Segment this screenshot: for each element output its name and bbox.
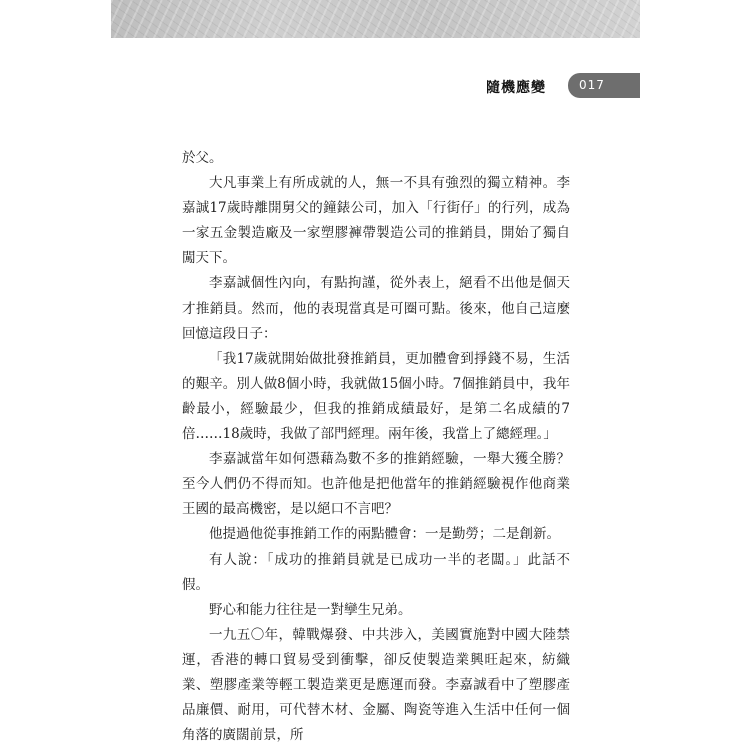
header-texture-band bbox=[111, 0, 640, 38]
paragraph: 一九五〇年，韓戰爆發、中共涉入，美國實施對中國大陸禁運，香港的轉口貿易受到衝擊，卻反使製造業興旺起來，紡織業、塑膠產業等輕工製造業更是應運而發。李嘉誠看中了塑膠產品廉價、耐用，可代替木材、金屬、陶瓷等進入生活中任何一個角落的廣闊前景，所 bbox=[182, 626, 570, 744]
body-text bbox=[182, 146, 570, 748]
page-number: 017 bbox=[579, 78, 605, 92]
page-number-tab bbox=[568, 73, 640, 98]
paragraph: 他提過他從事推銷工作的兩點體會：一是勤勞；二是創新。 bbox=[209, 526, 560, 543]
chapter-title: 隨機應變 bbox=[486, 80, 546, 96]
paragraph: 李嘉誠個性內向，有點拘謹，從外表上，絕看不出他是個天才推銷員。然而，他的表現當真是可圈可點。後來，他自己這麼回憶這段日子： bbox=[182, 275, 570, 342]
paragraph-continuation: 於父。 bbox=[182, 150, 223, 166]
paragraph: 野心和能力往往是一對孿生兄弟。 bbox=[209, 601, 412, 618]
book-page bbox=[111, 0, 640, 750]
paragraph: 大凡事業上有所成就的人，無一不具有強烈的獨立精神。李嘉誠17歲時離開舅父的鐘錶公司，加入「行街仔」的行列，成為一家五金製造廠及一家塑膠褲帶製造公司的推銷員，開始了獨自闖天下。 bbox=[182, 175, 570, 267]
paragraph: 李嘉誠當年如何憑藉為數不多的推銷經驗，一舉大獲全勝？至今人們仍不得而知。也許他是把他當年的推銷經驗視作他商業王國的最高機密，是以絕口不言吧？ bbox=[182, 451, 570, 518]
paragraph: 有人說：「成功的推銷員就是已成功一半的老闆。」此話不假。 bbox=[182, 551, 570, 593]
quote-paragraph: 「我17歲就開始做批發推銷員，更加體會到掙錢不易，生活的艱辛。別人做8個小時，我就做15個小時。7個推銷員中，我年齡最小，經驗最少，但我的推銷成績最好，是第二名成績的7倍……18歲時，我做了部門經理。兩年後，我當上了總經理。」 bbox=[182, 350, 570, 443]
